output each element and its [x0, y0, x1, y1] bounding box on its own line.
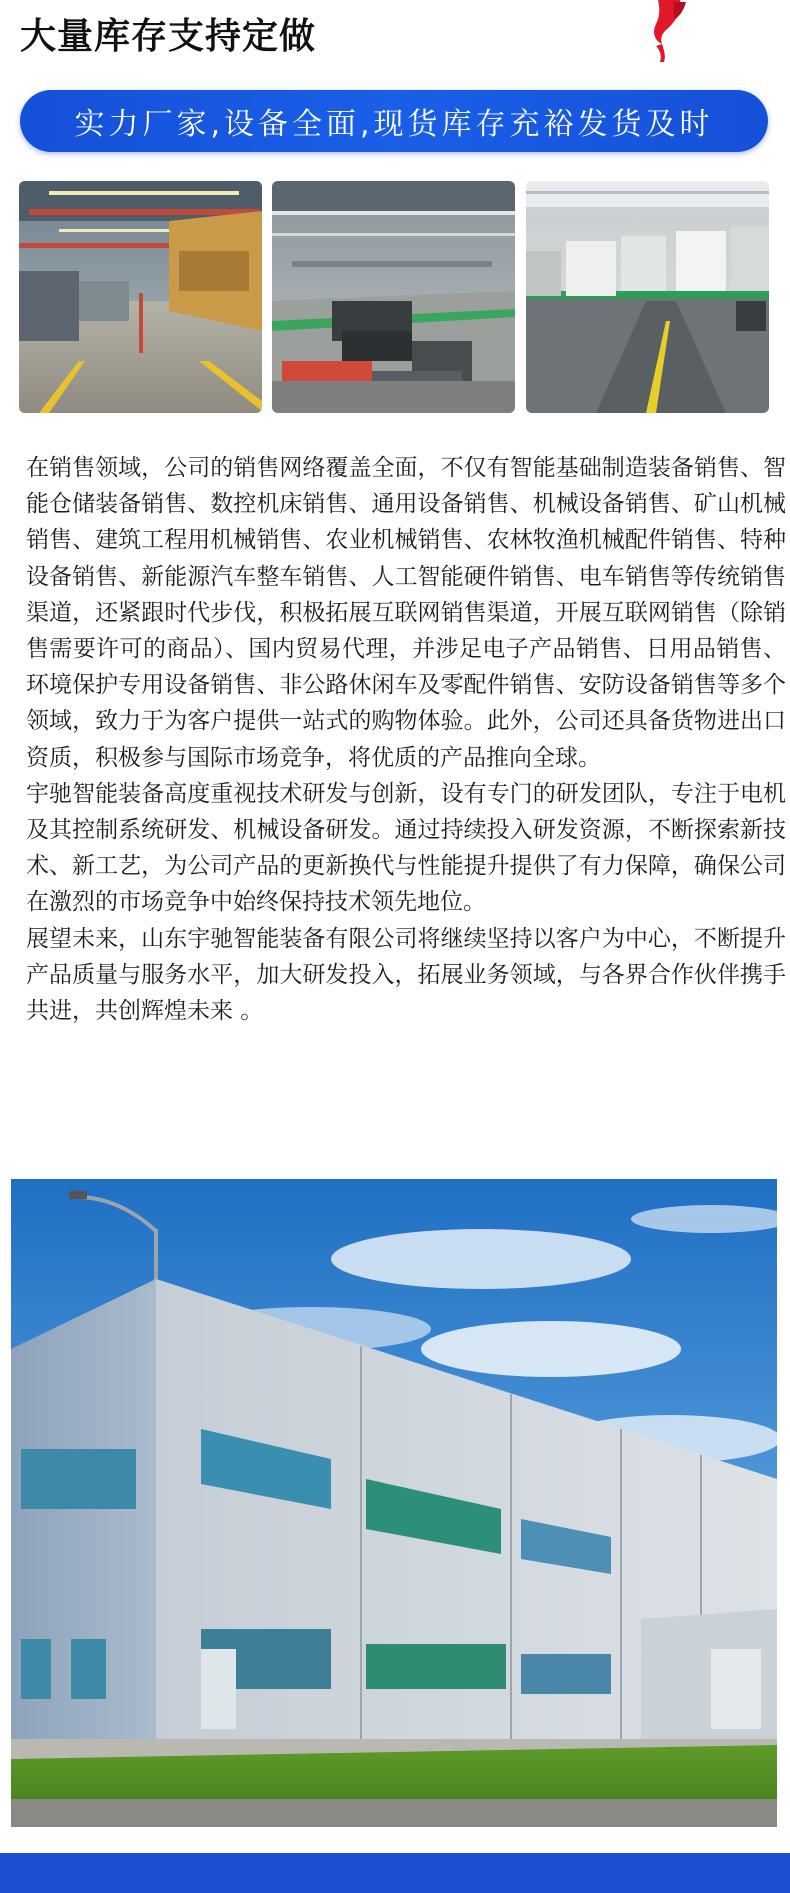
factory-photo-2	[272, 181, 515, 413]
banner-text: 实力厂家,设备全面,现货库存充裕发货及时	[74, 107, 714, 142]
slogan-banner	[20, 90, 768, 152]
footer-bar	[0, 1853, 790, 1893]
company-description	[26, 450, 786, 1029]
red-swoosh-logo-icon	[640, 0, 696, 64]
factory-photo-1	[19, 181, 262, 413]
page-title: 大量库存支持定做	[20, 16, 317, 57]
paragraph-rnd: 宇驰智能装备高度重视技术研发与创新，设有专门的研发团队，专注于电机及其控制系统研发、机械设备研发。通过持续投入研发资源，不断探索新技术、新工艺，为公司产品的更新换代与性能提升提供了有力保障，确保公司在激烈的市场竞争中始终保持技术领先地位。	[26, 780, 786, 916]
factory-photo-3	[526, 181, 769, 413]
paragraph-sales: 在销售领域，公司的销售网络覆盖全面，不仅有智能基础制造装备销售、智能仓储装备销售、数控机床销售、通用设备销售、机械设备销售、矿山机械销售、建筑工程用机械销售、农业机械销售、农林牧渔机械配件销售、特种设备销售、新能源汽车整车销售、人工智能硬件销售、电车销售等传统销售渠道，还紧跟时代步伐，积极拓展互联网销售渠道，开展互联网销售（除销售需要许可的商品）、国内贸易代理，并涉足电子产品销售、日用品销售、环境保护专用设备销售、非公路休闲车及零配件销售、安防设备销售等多个领域，致力于为客户提供一站式的购物体验。此外，公司还具备货物进出口资质，积极参与国际市场竞争，将优质的产品推向全球。	[26, 455, 786, 771]
paragraph-outlook: 展望未来，山东宇驰智能装备有限公司将继续坚持以客户为中心，不断提升产品质量与服务水平，加大研发投入，拓展业务领域，与各界合作伙伴携手共进，共创辉煌未来 。	[26, 925, 786, 1025]
factory-building-photo	[11, 1179, 777, 1827]
